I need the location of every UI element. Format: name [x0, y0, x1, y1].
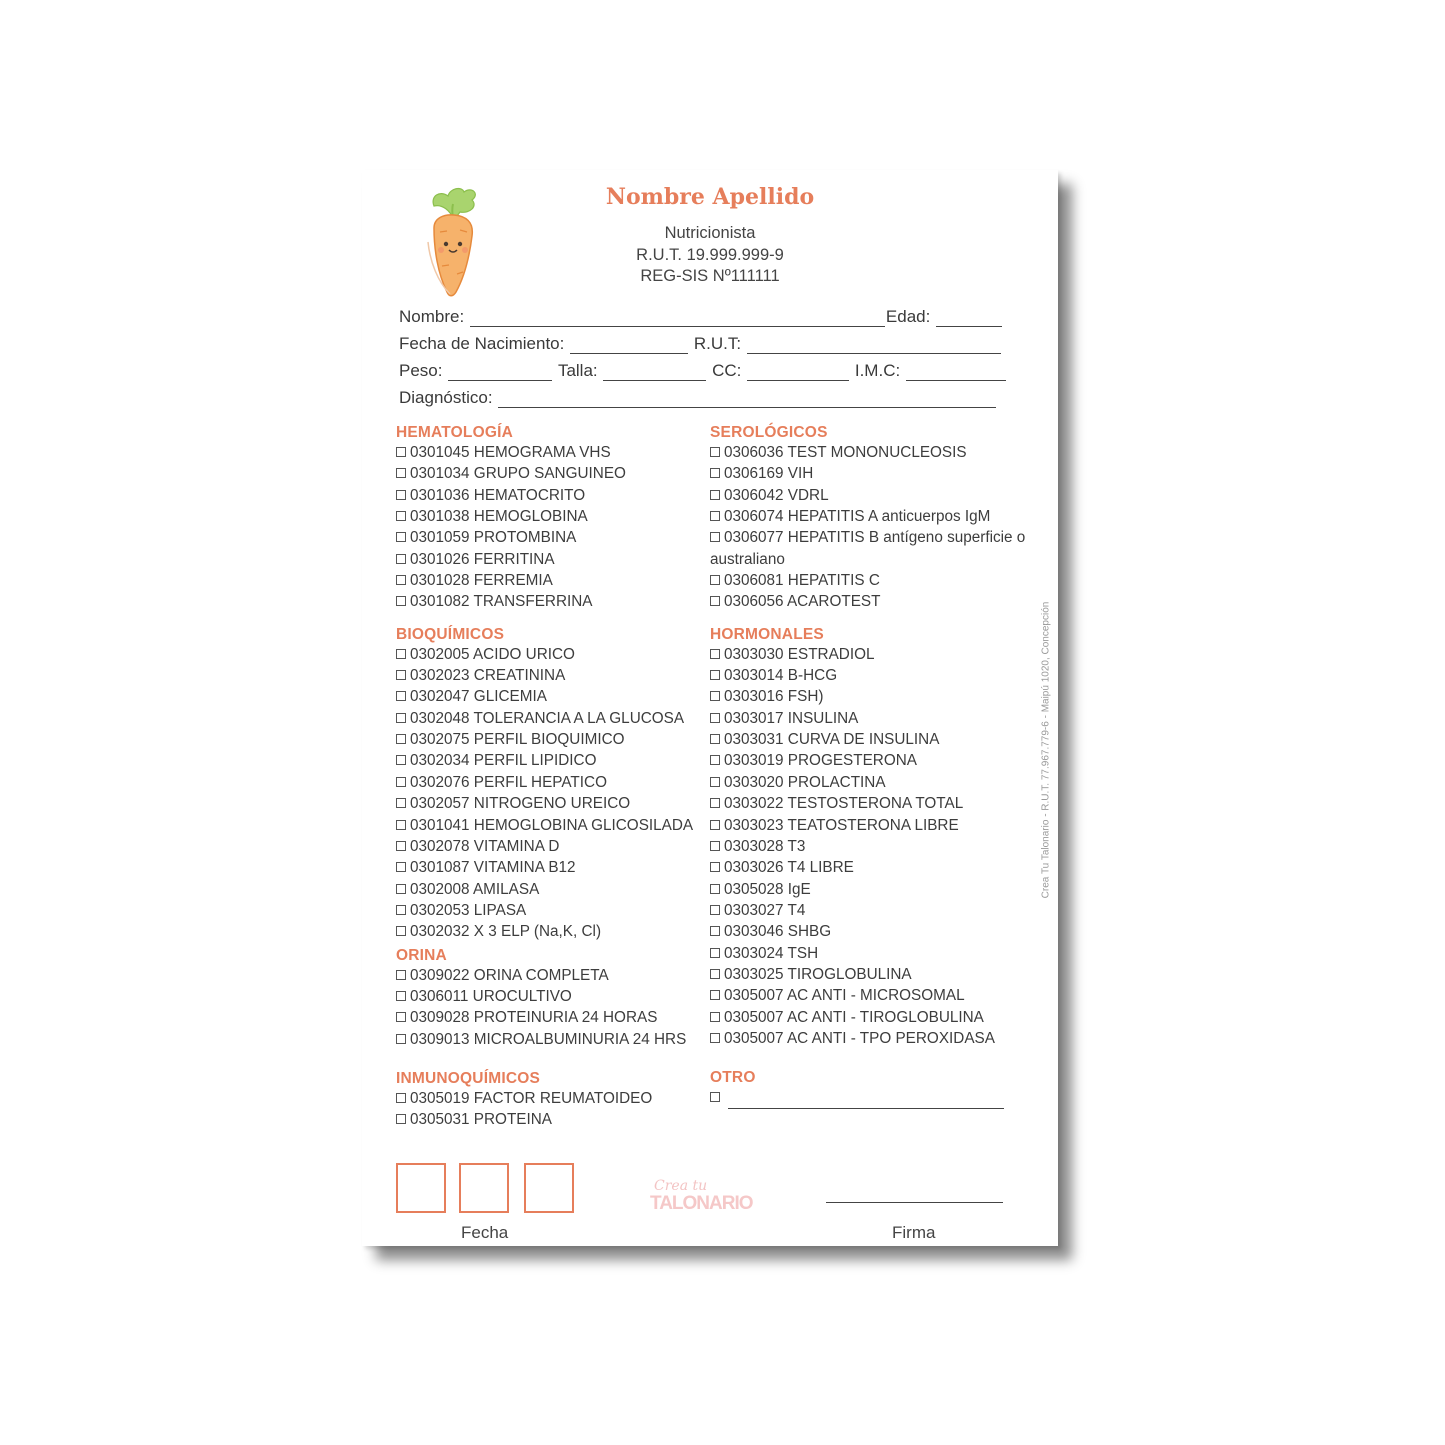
checkbox-icon[interactable] [396, 841, 406, 851]
checkbox-icon[interactable] [396, 649, 406, 659]
list-item [396, 900, 706, 921]
list-item-label: 0303046 SHBG [724, 923, 832, 941]
list-item [396, 857, 706, 878]
measures-row [399, 361, 1007, 381]
checkbox-icon[interactable] [710, 532, 720, 542]
checkbox-icon[interactable] [710, 884, 720, 894]
checkbox-icon[interactable] [710, 713, 720, 723]
list-item-label: 0302008 AMILASA [410, 880, 540, 898]
list-item [396, 442, 706, 463]
birth-rut-row [399, 334, 1002, 354]
list-item [710, 665, 1030, 686]
checkbox-icon[interactable] [396, 777, 406, 787]
checkbox-icon[interactable] [396, 447, 406, 457]
list-item [396, 527, 706, 548]
list-item-label: 0306042 VDRL [724, 486, 829, 504]
list-item [710, 750, 1030, 771]
list-item [396, 836, 706, 857]
list-item [396, 686, 706, 707]
list-item-label: 0306011 UROCULTIVO [410, 987, 572, 1005]
list-item [396, 815, 706, 836]
list-item [710, 1007, 1030, 1028]
list-item-label: 0303026 T4 LIBRE [724, 859, 854, 877]
checkbox-icon[interactable] [710, 734, 720, 744]
list-item [710, 729, 1030, 750]
list-item [710, 591, 1030, 612]
list-item-label: 0303024 TSH [724, 944, 819, 962]
list-item [396, 1109, 706, 1130]
list-item [710, 772, 1030, 793]
rut-label: R.U.T: [693, 334, 742, 353]
list-item [710, 857, 1030, 878]
list-item [396, 965, 706, 986]
section-title-hormonales: HORMONALES [710, 625, 824, 643]
checkbox-icon[interactable] [710, 926, 720, 936]
imc-label: I.M.C: [854, 361, 901, 380]
list-item-label: 0302076 PERFIL HEPATICO [410, 773, 607, 791]
list-item-label: 0309022 ORINA COMPLETA [410, 966, 609, 984]
list-item [710, 815, 1030, 836]
checkbox-icon[interactable] [396, 991, 406, 1001]
list-item-label: 0303014 B-HCG [724, 667, 838, 685]
list-item-label: 0301038 HEMOGLOBINA [410, 508, 588, 526]
checkbox-icon[interactable] [710, 511, 720, 521]
list-item [396, 665, 706, 686]
list-item [396, 793, 706, 814]
section-title-otro: OTRO [710, 1069, 756, 1087]
list-hematologia [396, 442, 706, 613]
right-column [710, 423, 1030, 1109]
list-item [710, 485, 1030, 506]
checkbox-icon[interactable] [396, 691, 406, 701]
list-item [710, 644, 1030, 665]
list-item [710, 900, 1030, 921]
checkbox-icon[interactable] [710, 447, 720, 457]
list-item-label: 0303019 PROGESTERONA [724, 752, 917, 770]
list-item [710, 836, 1030, 857]
list-item [396, 750, 706, 771]
doctor-name: Nombre Apellido [605, 184, 815, 210]
edad-label: Edad: [885, 307, 931, 326]
list-item [396, 463, 706, 484]
signature-line[interactable] [826, 1202, 1003, 1203]
date-year-box[interactable] [524, 1163, 574, 1213]
side-imprint: Crea Tu Talonario - R.U.T. 77.967.779-6 - Maipú 1020, Concepción [1040, 601, 1052, 899]
checkbox-icon[interactable] [710, 1033, 720, 1043]
checkbox-icon[interactable] [710, 1092, 720, 1102]
list-item-label: 0302032 X 3 ELP (Na,K, Cl) [410, 923, 602, 941]
nombre-field[interactable] [470, 310, 885, 327]
list-item [396, 1088, 706, 1109]
checkbox-icon[interactable] [396, 554, 406, 564]
list-item-label: 0303023 TEATOSTERONA LIBRE [724, 816, 959, 834]
checkbox-icon[interactable] [710, 649, 720, 659]
list-item-label: 0301028 FERREMIA [410, 572, 553, 590]
checkbox-icon[interactable] [396, 970, 406, 980]
list-item-label: 0303017 INSULINA [724, 709, 859, 727]
peso-label: Peso: [399, 361, 443, 380]
doctor-rut: R.U.T. 19.999.999-9 [636, 246, 784, 264]
list-item [396, 549, 706, 570]
peso-field[interactable] [448, 364, 552, 381]
lab-order-sheet [362, 170, 1058, 1246]
cc-label: CC: [712, 361, 742, 380]
checkbox-icon[interactable] [396, 596, 406, 606]
date-day-box[interactable] [396, 1163, 446, 1213]
list-item-label: 0301034 GRUPO SANGUINEO [410, 465, 626, 483]
talla-field[interactable] [603, 364, 706, 381]
list-orina [396, 965, 706, 1050]
date-month-box[interactable] [459, 1163, 509, 1213]
checkbox-icon[interactable] [710, 755, 720, 765]
list-bioquimicos [396, 644, 706, 943]
list-item [396, 921, 706, 942]
list-item [396, 772, 706, 793]
checkbox-icon[interactable] [396, 734, 406, 744]
checkbox-icon[interactable] [396, 468, 406, 478]
list-item [396, 1029, 706, 1050]
list-item [396, 506, 706, 527]
checkbox-icon[interactable] [710, 969, 720, 979]
section-title-hematologia: HEMATOLOGÍA [396, 424, 514, 441]
checkbox-icon[interactable] [396, 1034, 406, 1044]
imc-field[interactable] [906, 364, 1006, 381]
fecha-label: Fecha [461, 1223, 509, 1242]
list-item [710, 686, 1030, 707]
nombre-label: Nombre: [399, 307, 465, 326]
checkbox-icon[interactable] [396, 755, 406, 765]
list-item [396, 879, 706, 900]
list-inmunoquimicos [396, 1088, 706, 1131]
checkbox-icon[interactable] [396, 511, 406, 521]
list-item-label: 0305007 AC ANTI - MICROSOMAL [724, 987, 965, 1005]
list-item-label: 0301059 PROTOMBINA [410, 529, 577, 547]
list-item-label: 0305019 FACTOR REUMATOIDEO [410, 1089, 653, 1107]
cc-field[interactable] [747, 364, 849, 381]
checkbox-icon[interactable] [396, 884, 406, 894]
list-item-label: 0302034 PERFIL LIPIDICO [410, 752, 597, 770]
list-item-label: 0302048 TOLERANCIA A LA GLUCOSA [410, 709, 685, 727]
checkbox-icon[interactable] [710, 691, 720, 701]
checkbox-icon[interactable] [710, 990, 720, 1000]
checkbox-icon[interactable] [396, 862, 406, 872]
list-item [710, 964, 1030, 985]
list-item-label: 0302057 NITROGENO UREICO [410, 795, 631, 813]
list-item-label: 0306077 HEPATITIS B antígeno superficie o australiano [710, 529, 1026, 568]
checkbox-icon[interactable] [710, 490, 720, 500]
checkbox-icon[interactable] [710, 468, 720, 478]
otro-field[interactable] [728, 1094, 1004, 1109]
checkbox-icon[interactable] [710, 820, 720, 830]
checkbox-icon[interactable] [710, 575, 720, 585]
list-item [396, 729, 706, 750]
checkbox-icon[interactable] [710, 798, 720, 808]
checkbox-icon[interactable] [710, 596, 720, 606]
list-item [396, 570, 706, 591]
doctor-registry: REG-SIS Nº111111 [640, 267, 780, 285]
list-item [396, 708, 706, 729]
list-item [710, 570, 1030, 591]
list-item-label: 0303022 TESTOSTERONA TOTAL [724, 795, 964, 813]
list-item-label: 0301036 HEMATOCRITO [410, 486, 586, 504]
list-item-label: 0303030 ESTRADIOL [724, 645, 875, 663]
list-item-label: 0309028 PROTEINURIA 24 HORAS [410, 1009, 658, 1027]
list-item-label: 0302047 GLICEMIA [410, 688, 547, 706]
list-item-label: 0301087 VITAMINA B12 [410, 859, 576, 877]
diagnostico-label: Diagnóstico: [399, 388, 493, 407]
section-title-serologicos: SEROLÓGICOS [710, 424, 828, 441]
checkbox-icon[interactable] [396, 905, 406, 915]
checkbox-icon[interactable] [396, 820, 406, 830]
checkbox-icon[interactable] [710, 905, 720, 915]
list-item-label: 0306169 VIH [724, 465, 814, 483]
list-item [710, 985, 1030, 1006]
edad-field[interactable] [936, 310, 1002, 327]
list-serologicos [710, 442, 1030, 613]
checkbox-icon[interactable] [396, 670, 406, 680]
checkbox-icon[interactable] [710, 777, 720, 787]
list-item-label: 0306074 HEPATITIS A anticuerpos IgM [724, 508, 991, 526]
list-item-label: 0303031 CURVA DE INSULINA [724, 731, 940, 749]
list-item-label: 0305007 AC ANTI - TIROGLOBULINA [724, 1008, 984, 1026]
firma-label: Firma [892, 1223, 936, 1242]
list-item [710, 708, 1030, 729]
watermark-script: Crea tu [654, 1178, 708, 1194]
checkbox-icon[interactable] [710, 948, 720, 958]
checkbox-icon[interactable] [396, 1012, 406, 1022]
list-item-label: 0306081 HEPATITIS C [724, 572, 880, 590]
list-item [710, 442, 1030, 463]
list-item [710, 506, 1030, 527]
checkbox-icon[interactable] [396, 1093, 406, 1103]
checkbox-icon[interactable] [396, 532, 406, 542]
diagnostico-field[interactable] [498, 391, 996, 408]
list-item-label: 0302005 ACIDO URICO [410, 645, 575, 663]
list-item [710, 921, 1030, 942]
list-item [396, 986, 706, 1007]
list-item-label: 0303016 FSH) [724, 688, 824, 706]
checkbox-icon[interactable] [396, 490, 406, 500]
list-item-label: 0305028 IgE [724, 880, 811, 898]
list-item [396, 591, 706, 612]
list-item [710, 1028, 1030, 1049]
list-item-label: 0302078 VITAMINA D [410, 837, 560, 855]
list-item-label: 0303028 T3 [724, 837, 806, 855]
doctor-profession: Nutricionista [664, 224, 756, 242]
checkbox-icon[interactable] [710, 670, 720, 680]
checkbox-icon[interactable] [710, 1012, 720, 1022]
list-item [396, 1007, 706, 1028]
list-item [710, 527, 1030, 570]
list-item-label: 0301026 FERRITINA [410, 550, 555, 568]
checkbox-icon[interactable] [396, 798, 406, 808]
list-item-label: 0303025 TIROGLOBULINA [724, 965, 912, 983]
list-item [710, 463, 1030, 484]
list-item-label: 0306056 ACAROTEST [724, 593, 881, 611]
checkbox-icon[interactable] [396, 575, 406, 585]
list-item-label: 0303020 PROLACTINA [724, 773, 886, 791]
list-item-label: 0301045 HEMOGRAMA VHS [410, 444, 611, 461]
fecha-nacimiento-label: Fecha de Nacimiento: [399, 334, 565, 353]
list-item [710, 879, 1030, 900]
list-item-label: 0309013 MICROALBUMINURIA 24 HRS [410, 1030, 687, 1048]
section-title-orina: ORINA [396, 946, 447, 964]
list-item-label: 0305031 PROTEINA [410, 1111, 552, 1129]
list-item [396, 644, 706, 665]
list-hormonales [710, 644, 1030, 1050]
list-item-label: 0301082 TRANSFERRINA [410, 593, 593, 611]
list-item [710, 943, 1030, 964]
watermark-brand: TALONARIO [650, 1193, 753, 1214]
otro-item [710, 1087, 1030, 1108]
checkbox-icon[interactable] [396, 926, 406, 936]
list-item [396, 485, 706, 506]
checkbox-icon[interactable] [710, 862, 720, 872]
list-item [710, 793, 1030, 814]
list-item-label: 0303027 T4 [724, 901, 806, 919]
list-item-label: 0306036 TEST MONONUCLEOSIS [724, 444, 967, 461]
section-title-bioquimicos: BIOQUÍMICOS [396, 625, 505, 643]
checkbox-icon[interactable] [396, 713, 406, 723]
list-item-label: 0302023 CREATININA [410, 667, 566, 685]
section-title-inmunoquimicos: INMUNOQUÍMICOS [396, 1069, 541, 1087]
list-item-label: 0301041 HEMOGLOBINA GLICOSILADA [410, 816, 694, 834]
checkbox-icon[interactable] [710, 841, 720, 851]
fecha-nacimiento-field[interactable] [570, 337, 688, 354]
diagnosis-row [399, 388, 997, 408]
talla-label: Talla: [557, 361, 598, 380]
patient-name-row [399, 307, 1003, 327]
list-item-label: 0302075 PERFIL BIOQUIMICO [410, 731, 625, 749]
rut-field[interactable] [747, 337, 1001, 354]
list-item-label: 0302053 LIPASA [410, 901, 527, 919]
left-column [396, 423, 706, 1131]
list-item-label: 0305007 AC ANTI - TPO PEROXIDASA [724, 1029, 995, 1047]
checkbox-icon[interactable] [396, 1114, 406, 1124]
